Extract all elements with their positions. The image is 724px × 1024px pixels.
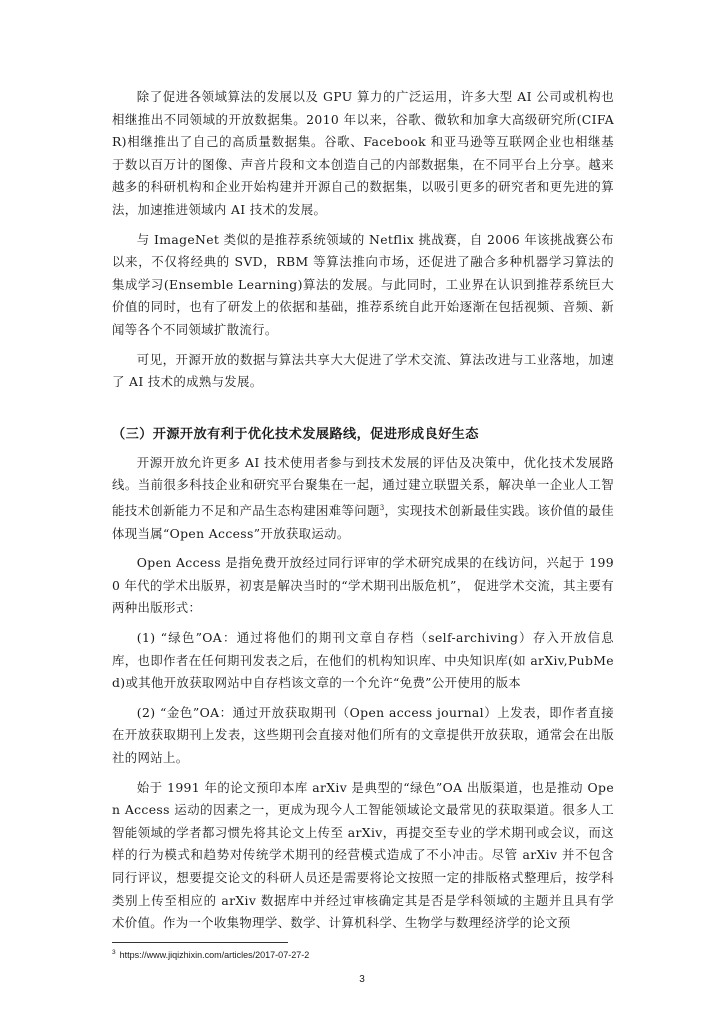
footnote-divider [112, 942, 288, 943]
paragraph-open-datasets: 除了促进各领域算法的发展以及 GPU 算力的广泛运用，许多大型 AI 公司或机构也相继推出不同领域的开放数据集。2010 年以来，谷歌、微软和加拿大高级研究所(CIFAR)相继推出了自己的高质量数据集。谷歌、Facebook 和亚马逊等互联网企业也相继基于数以百万计的图像、声音片段和文本创造自己的内部数据集，在不同平台上分享。越来越多的科研机构和企业开始构建并开源自己的数据集，以吸引更多的研究者和更先进的算法，加速推进领域内 AI 技术的发展。 [112, 89, 614, 217]
paragraph-netflix-challenge: 与 ImageNet 类似的是推荐系统领域的 Netflix 挑战赛，自 2006 年该挑战赛公布以来，不仅将经典的 SVD，RBM 等算法推向市场，还促进了融合多种机器学习算法的集成学习(Ensemble Learning)算法的发展。与此同时，工业界在认识到推荐系统巨大价值的同时，也有了研发上的依据和基础，推荐系统自此开始逐渐在包括视频、音频、新闻等各个不同领域扩散流行。 [112, 231, 614, 337]
paragraph-tech-route-part2: ，实现技术创新最佳实践。该价值的最佳体现当属“Open Access”开放获取运动。 [112, 503, 614, 541]
paragraph-summary: 可见，开源开放的数据与算法共享大大促进了学术交流、算法改进与工业落地，加速了 AI 技术的成熟与发展。 [112, 351, 614, 390]
paragraph-gold-oa: (2) “金色”OA：通过开放获取期刊（Open access journal）上发表，即作者直接在开放获取期刊上发表，这些期刊会直接对他们所有的文章提供开放获取，通常会在出版社的网站上。 [112, 704, 614, 765]
footnote-link[interactable]: https://www.jiqizhixin.com/articles/2017-07-27-2 [119, 950, 310, 960]
paragraph-open-access-definition: Open Access 是指免费开放经过同行评审的学术研究成果的在线访问，兴起于 1990 年代的学术出版界，初衷是解决当时的“学术期刊出版危机”， 促进学术交流，其主要有两种出版形式： [112, 555, 614, 616]
page-number: 3 [359, 974, 365, 985]
paragraph-tech-route [112, 452, 614, 546]
footnote-number: 3 [112, 949, 116, 956]
paragraph-arxiv: 始于 1991 年的论文预印本库 arXiv 是典型的“绿色”OA 出版渠道，也是推动 Open Access 运动的因素之一，更成为现今人工智能领域论文最常见的获取渠道。很多人工智能领域的学者都习惯先将其论文上传至 arXiv，再提交至专业的学术期刊或会议，而这样的行为模式和趋势对传统学术期刊的经营模式造成了不小冲击。尽管 arXiv 并不包含同行评议，想要提交论文的科研人员还是需要将论文按照一定的排版格式整理后，按学科类别上传至相应的 arXiv 数据库中并经过审核确定其是否是学科领域的主题并且具有学术价值。作为一个收集物理学、数学、计算机科学、生物学与数理经济学的论文预 [112, 779, 614, 931]
footnote-area [112, 942, 614, 962]
body-content [112, 86, 614, 935]
paragraph-tech-route-part1: 开源开放允许更多 AI 技术使用者参与到技术发展的评估及决策中，优化技术发展路线。当前很多科技企业和研究平台聚集在一起，通过建立联盟关系，解决单一企业人工智能技术创新能力不足和产品生态构建困难等问题 [112, 454, 614, 519]
footnote-reference[interactable]: 3 [379, 503, 385, 512]
footnote [112, 946, 614, 962]
section-heading: （三）开源开放有利于优化技术发展路线，促进形成良好生态 [112, 426, 479, 442]
paragraph-green-oa: (1) “绿色”OA：通过将他们的期刊文章自存档（self-archiving）存入开放信息库，也即作者在任何期刊发表之后，在他们的机构知识库、中央知识库(如 arXiv,PubMed)或其他开放获取网站中自存档该文章的一个允许“免费”公开使用的版本 [112, 630, 614, 691]
